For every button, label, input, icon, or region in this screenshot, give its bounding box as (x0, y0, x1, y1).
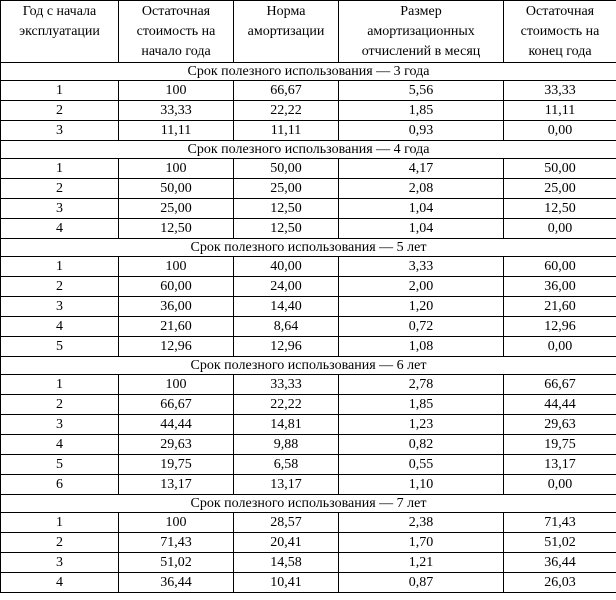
table-cell: 8,64 (234, 317, 339, 337)
table-cell: 29,63 (119, 435, 234, 455)
table-cell: 1,70 (339, 533, 504, 553)
table-cell: 4 (1, 573, 119, 593)
table-cell: 12,50 (234, 199, 339, 219)
table-cell: 21,60 (504, 297, 616, 317)
table-cell: 11,11 (119, 121, 234, 141)
table-row (1, 219, 616, 239)
table-cell: 3 (1, 297, 119, 317)
table-cell: 4 (1, 317, 119, 337)
table-cell: 60,00 (504, 257, 616, 277)
table-cell: 3 (1, 553, 119, 573)
table-cell: 24,00 (234, 277, 339, 297)
table-cell: 100 (119, 513, 234, 533)
table-cell: 1,10 (339, 475, 504, 495)
table-cell: 29,63 (504, 415, 616, 435)
table-cell: 12,50 (119, 219, 234, 239)
table-row (1, 395, 616, 415)
table-row (1, 415, 616, 435)
section-header-row (1, 239, 616, 257)
table-row (1, 475, 616, 495)
section-header-row (1, 495, 616, 513)
table-cell: 14,40 (234, 297, 339, 317)
column-header-residual-end: Остаточная стоимость на конец года (504, 1, 616, 63)
header-row (1, 1, 616, 63)
table-cell: 12,96 (119, 337, 234, 357)
table-cell: 22,22 (234, 101, 339, 121)
column-header-year: Год с начала эксплуатации (1, 1, 119, 63)
table-cell: 21,60 (119, 317, 234, 337)
table-row (1, 337, 616, 357)
table-cell: 2 (1, 179, 119, 199)
table-cell: 71,43 (119, 533, 234, 553)
table-cell: 0,87 (339, 573, 504, 593)
section-header-row (1, 141, 616, 159)
table-row (1, 159, 616, 179)
table-row (1, 573, 616, 593)
table-cell: 66,67 (504, 375, 616, 395)
table-row (1, 199, 616, 219)
table-cell: 5 (1, 455, 119, 475)
table-cell: 11,11 (234, 121, 339, 141)
table-row (1, 121, 616, 141)
table-cell: 100 (119, 375, 234, 395)
table-row (1, 533, 616, 553)
table-cell: 13,17 (234, 475, 339, 495)
table-cell: 1,20 (339, 297, 504, 317)
section-header-row (1, 357, 616, 375)
table-cell: 50,00 (119, 179, 234, 199)
table-cell: 51,02 (119, 553, 234, 573)
table-row (1, 101, 616, 121)
table-cell: 3 (1, 199, 119, 219)
table-cell: 0,72 (339, 317, 504, 337)
table-cell: 22,22 (234, 395, 339, 415)
column-header-residual-start: Остаточная стоимость на начало года (119, 1, 234, 63)
table-cell: 66,67 (119, 395, 234, 415)
table-cell: 1 (1, 159, 119, 179)
table-cell: 0,55 (339, 455, 504, 475)
table-cell: 2,38 (339, 513, 504, 533)
table-cell: 2 (1, 277, 119, 297)
table-cell: 1 (1, 513, 119, 533)
table-cell: 13,17 (504, 455, 616, 475)
table-cell: 19,75 (119, 455, 234, 475)
table-cell: 6 (1, 475, 119, 495)
table-cell: 25,00 (234, 179, 339, 199)
table-row (1, 435, 616, 455)
table-cell: 19,75 (504, 435, 616, 455)
table-row (1, 277, 616, 297)
table-cell: 0,00 (504, 337, 616, 357)
table-cell: 0,00 (504, 475, 616, 495)
table-cell: 5,56 (339, 81, 504, 101)
section-title: Срок полезного использования — 4 года (1, 141, 616, 159)
table-cell: 36,44 (504, 553, 616, 573)
section-title: Срок полезного использования — 7 лет (1, 495, 616, 513)
table-cell: 25,00 (504, 179, 616, 199)
table-cell: 20,41 (234, 533, 339, 553)
table-row (1, 553, 616, 573)
table-cell: 12,96 (504, 317, 616, 337)
table-cell: 1,85 (339, 395, 504, 415)
table-cell: 44,44 (504, 395, 616, 415)
table-cell: 1,23 (339, 415, 504, 435)
table-cell: 12,50 (234, 219, 339, 239)
table-row (1, 455, 616, 475)
table-cell: 2 (1, 533, 119, 553)
table-cell: 1 (1, 257, 119, 277)
table-cell: 14,58 (234, 553, 339, 573)
table-cell: 36,00 (504, 277, 616, 297)
table-cell: 12,50 (504, 199, 616, 219)
table-row (1, 179, 616, 199)
table-cell: 2,78 (339, 375, 504, 395)
table-cell: 36,00 (119, 297, 234, 317)
table-cell: 100 (119, 257, 234, 277)
table-cell: 6,58 (234, 455, 339, 475)
table-cell: 33,33 (119, 101, 234, 121)
table-cell: 1 (1, 375, 119, 395)
table-cell: 3 (1, 415, 119, 435)
table-row (1, 375, 616, 395)
table-cell: 4 (1, 435, 119, 455)
table-cell: 25,00 (119, 199, 234, 219)
section-header-row (1, 63, 616, 81)
table-cell: 4 (1, 219, 119, 239)
table-cell: 33,33 (504, 81, 616, 101)
table-cell: 2 (1, 101, 119, 121)
table-cell: 36,44 (119, 573, 234, 593)
table-cell: 100 (119, 159, 234, 179)
table-cell: 1 (1, 81, 119, 101)
column-header-monthly-deduction: Размер амортизационных отчислений в месяц (339, 1, 504, 63)
table-cell: 51,02 (504, 533, 616, 553)
table-cell: 0,00 (504, 219, 616, 239)
table-cell: 66,67 (234, 81, 339, 101)
table-cell: 50,00 (504, 159, 616, 179)
table-cell: 1,21 (339, 553, 504, 573)
table-cell: 28,57 (234, 513, 339, 533)
table-cell: 3,33 (339, 257, 504, 277)
table-cell: 12,96 (234, 337, 339, 357)
table-cell: 4,17 (339, 159, 504, 179)
table-cell: 2,00 (339, 277, 504, 297)
table-cell: 71,43 (504, 513, 616, 533)
table-cell: 2,08 (339, 179, 504, 199)
table-cell: 14,81 (234, 415, 339, 435)
table-cell: 5 (1, 337, 119, 357)
table-cell: 1,85 (339, 101, 504, 121)
table-cell: 100 (119, 81, 234, 101)
section-title: Срок полезного использования — 5 лет (1, 239, 616, 257)
table-cell: 50,00 (234, 159, 339, 179)
table-cell: 13,17 (119, 475, 234, 495)
table-cell: 0,00 (504, 121, 616, 141)
table-cell: 26,03 (504, 573, 616, 593)
section-title: Срок полезного использования — 3 года (1, 63, 616, 81)
table-cell: 44,44 (119, 415, 234, 435)
table-cell: 1,08 (339, 337, 504, 357)
table-row (1, 317, 616, 337)
column-header-amortization-rate: Норма амортизации (234, 1, 339, 63)
table-cell: 33,33 (234, 375, 339, 395)
table-row (1, 297, 616, 317)
table-cell: 0,82 (339, 435, 504, 455)
table-cell: 2 (1, 395, 119, 415)
table-row (1, 257, 616, 277)
table-cell: 1,04 (339, 199, 504, 219)
table-cell: 10,41 (234, 573, 339, 593)
section-title: Срок полезного использования — 6 лет (1, 357, 616, 375)
table-cell: 60,00 (119, 277, 234, 297)
table-cell: 40,00 (234, 257, 339, 277)
table-cell: 1,04 (339, 219, 504, 239)
table-cell: 3 (1, 121, 119, 141)
table-cell: 11,11 (504, 101, 616, 121)
table-cell: 9,88 (234, 435, 339, 455)
table-row (1, 81, 616, 101)
table-row (1, 513, 616, 533)
table-body (1, 63, 616, 593)
table-cell: 0,93 (339, 121, 504, 141)
